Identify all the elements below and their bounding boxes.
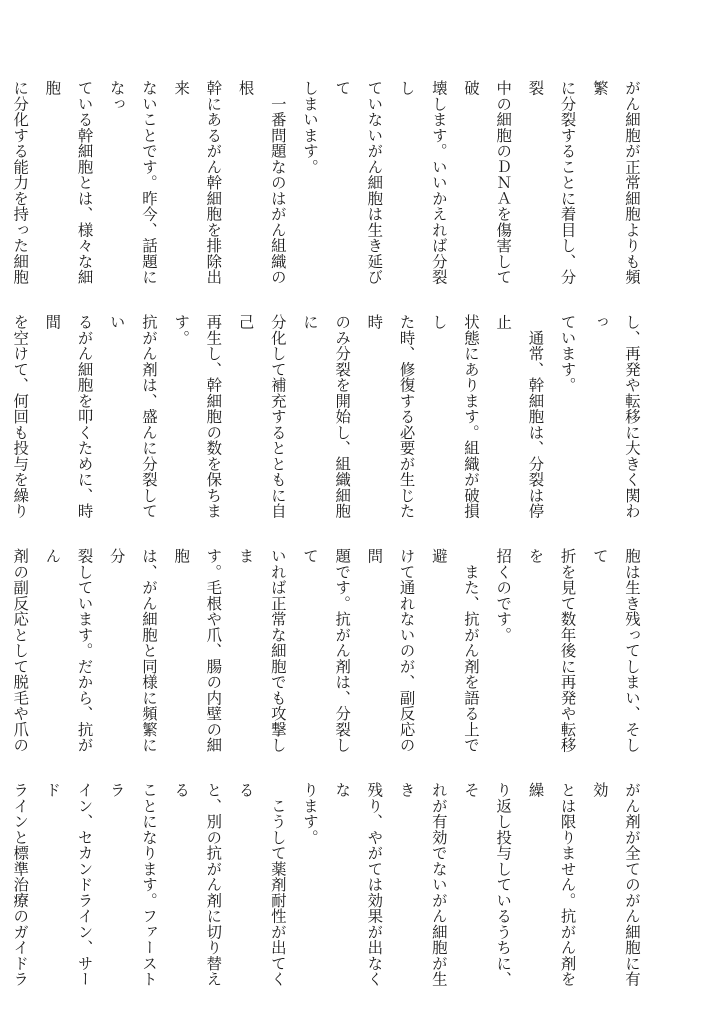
text-tier-4 bbox=[11, 782, 648, 988]
text-line: しまいます。 bbox=[300, 80, 319, 175]
text-line: を空けて、何回も投与を繰り bbox=[11, 314, 30, 519]
text-line: 通常、幹細胞は、分裂は停止 bbox=[494, 314, 545, 519]
text-tier-3 bbox=[11, 548, 648, 754]
text-line: がん剤が全てのがん細胞に有効 bbox=[590, 782, 641, 987]
text-line: に分化する能力を持った細胞 bbox=[11, 80, 30, 285]
text-line: ないことです。昨今、話題になっ bbox=[107, 80, 158, 285]
text-line: す。毛根や爪、腸の内壁の細胞 bbox=[172, 548, 223, 753]
text-line: ています。 bbox=[558, 314, 577, 393]
text-line: ラインと標準治療のガイドラ bbox=[11, 782, 30, 987]
text-line: いれば正常な細胞でも攻撃しま bbox=[236, 548, 287, 753]
text-line: れが有効でないがん細胞が生き bbox=[397, 782, 448, 987]
text-line: に分裂することに着目し、分裂 bbox=[526, 80, 577, 285]
text-line: イン、セカンドライン、サード bbox=[43, 782, 94, 987]
text-line: ことになります。ファーストラ bbox=[107, 782, 158, 987]
text-line: のみ分裂を開始し、組織細胞に bbox=[300, 314, 352, 519]
text-line: は、がん細胞と同様に頻繁に分 bbox=[107, 548, 158, 753]
text-line: けて通れないのが、副反応の問 bbox=[365, 548, 416, 753]
text-line: 胞は生き残ってしまい、そして bbox=[590, 548, 641, 753]
text-line: るがん細胞を叩くために、時間 bbox=[43, 314, 94, 519]
text-line: 再生し、幹細胞の数を保ちます。 bbox=[172, 314, 223, 519]
text-line: 分化して補充するとともに自己 bbox=[236, 314, 287, 519]
text-line: り返し投与しているうちに、そ bbox=[461, 782, 513, 987]
text-line: ている幹細胞とは、様々な細胞 bbox=[43, 80, 94, 285]
text-line: 中の細胞のＤＮＡを傷害して破 bbox=[461, 80, 513, 285]
text-line: 剤の副反応として脱毛や爪の bbox=[11, 548, 30, 753]
text-line: 状態にあります。組織が破損し bbox=[429, 314, 480, 519]
text-tier-2 bbox=[11, 314, 648, 520]
text-line: と、別の抗がん剤に切り替える bbox=[172, 782, 223, 987]
text-line: 折を見て数年後に再発や転移を bbox=[526, 548, 577, 753]
text-line: 裂しています。だから、抗がん bbox=[43, 548, 94, 753]
text-line: し、再発や転移に大きく関わっ bbox=[590, 314, 641, 519]
text-tier-1 bbox=[11, 80, 648, 286]
text-line: 招くのです。 bbox=[494, 548, 513, 643]
text-line: 題です。抗がん剤は、分裂して bbox=[300, 548, 352, 753]
text-line: た時、修復する必要が生じた時 bbox=[365, 314, 416, 519]
text-line: 抗がん剤は、盛んに分裂してい bbox=[107, 314, 158, 519]
text-line: 一番問題なのはがん組織の根 bbox=[236, 80, 287, 285]
text-line: 壊します。いいかえれば分裂し bbox=[397, 80, 448, 285]
text-line: 幹にあるがん幹細胞を排除出来 bbox=[172, 80, 223, 285]
text-line: がん細胞が正常細胞よりも頻繁 bbox=[590, 80, 641, 285]
text-line: 残り、やがては効果が出なくな bbox=[333, 782, 384, 987]
text-line: とは限りません。抗がん剤を繰 bbox=[526, 782, 577, 987]
text-line: また、抗がん剤を語る上で避 bbox=[429, 548, 480, 753]
text-line: ります。 bbox=[300, 782, 319, 845]
text-line: こうして薬剤耐性が出てくる bbox=[236, 782, 287, 987]
text-line: ていないがん細胞は生き延びて bbox=[333, 80, 384, 285]
